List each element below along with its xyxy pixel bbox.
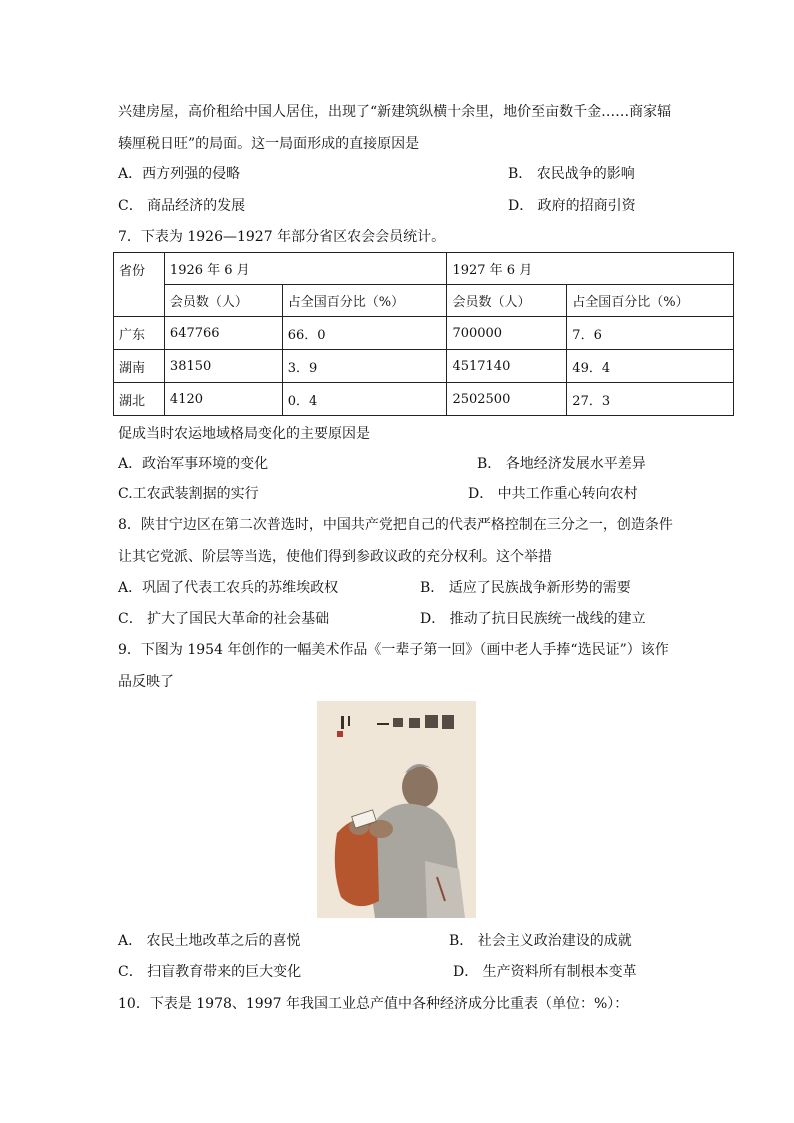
percent-1926-cell: 0．4 [282, 383, 447, 416]
q8-line-2: 让其它党派、阶层等当选，使他们得到参政议政的充分权利。这个举措 [118, 549, 552, 565]
q9-line-1: 9．下图为 1954 年创作的一幅美术作品《一辈子第一回》（画中老人手捧“选民证”）该作 [118, 642, 669, 658]
percent-1927-cell: 7．6 [567, 317, 734, 350]
header-members-1926: 会员数（人） [164, 285, 282, 317]
painting-image [317, 701, 476, 918]
q6-line-2: 辏厘税日旺”的局面。这一局面形成的直接原因是 [118, 136, 420, 152]
header-members-1927: 会员数（人） [447, 285, 567, 317]
q8-option-b: B． 适应了民族战争新形势的需要 [420, 580, 631, 596]
q7-followup: 促成当时农运地域格局变化的主要原因是 [118, 426, 370, 442]
q6-option-b: B． 农民战争的影响 [508, 166, 635, 182]
percent-1926-cell: 66．0 [282, 317, 447, 350]
table-row [114, 383, 734, 416]
header-percent-1927: 占全国百分比（%） [567, 285, 734, 317]
q7-option-a: A．政治军事环境的变化 [118, 456, 269, 472]
percent-1927-cell: 49．4 [567, 350, 734, 383]
header-province: 省份 [114, 253, 165, 317]
q6-option-c: C． 商品经济的发展 [118, 198, 246, 214]
q8-option-c: C． 扩大了国民大革命的社会基础 [118, 611, 330, 627]
q9-line-2: 品反映了 [118, 674, 174, 690]
elderly-woman-painting-icon [317, 701, 476, 918]
q9-option-b: B． 社会主义政治建设的成就 [449, 933, 632, 949]
q8-line-1: 8．陕甘宁边区在第二次普选时，中国共产党把自己的代表严格控制在三分之一，创造条件 [118, 517, 673, 533]
province-cell: 湖南 [114, 350, 165, 383]
q9-option-a: A． 农民土地改革之后的喜悦 [118, 933, 301, 949]
members-1927-cell: 4517140 [447, 350, 567, 383]
header-percent-1926: 占全国百分比（%） [282, 285, 447, 317]
province-cell: 广东 [114, 317, 165, 350]
q6-option-a: A．西方列强的侵略 [118, 166, 241, 182]
members-1926-cell: 4120 [164, 383, 282, 416]
q6-line-1: 兴建房屋，高价租给中国人居住，出现了“新建筑纵横十余里，地价至亩数千金……商家辐 [118, 104, 672, 120]
header-year-1926: 1926 年 6 月 [164, 253, 447, 285]
members-1927-cell: 700000 [447, 317, 567, 350]
farmers-association-table [113, 252, 734, 416]
q7-stem: 7．下表为 1926—1927 年部分省区农会会员统计。 [118, 229, 446, 245]
percent-1926-cell: 3．9 [282, 350, 447, 383]
table-row [114, 317, 734, 350]
q6-option-d: D． 政府的招商引资 [508, 198, 636, 214]
q8-option-d: D． 推动了抗日民族统一战线的建立 [420, 611, 646, 627]
q7-option-b: B． 各地经济发展水平差异 [477, 456, 646, 472]
members-1926-cell: 647766 [164, 317, 282, 350]
q10-stem: 10．下表是 1978、1997 年我国工业总产值中各种经济成分比重表（单位：%）： [118, 996, 629, 1012]
province-cell: 湖北 [114, 383, 165, 416]
q9-option-c: C． 扫盲教育带来的巨大变化 [118, 964, 302, 980]
q9-option-d: D． 生产资料所有制根本变革 [453, 964, 637, 980]
q8-option-a: A．巩固了代表工农兵的苏维埃政权 [118, 580, 339, 596]
table-row [114, 350, 734, 383]
members-1927-cell: 2502500 [447, 383, 567, 416]
q7-option-d: D． 中共工作重心转向农村 [468, 486, 638, 502]
q7-option-c: C.工农武装割据的实行 [118, 486, 259, 502]
percent-1927-cell: 27．3 [567, 383, 734, 416]
members-1926-cell: 38150 [164, 350, 282, 383]
header-year-1927: 1927 年 6 月 [447, 253, 734, 285]
